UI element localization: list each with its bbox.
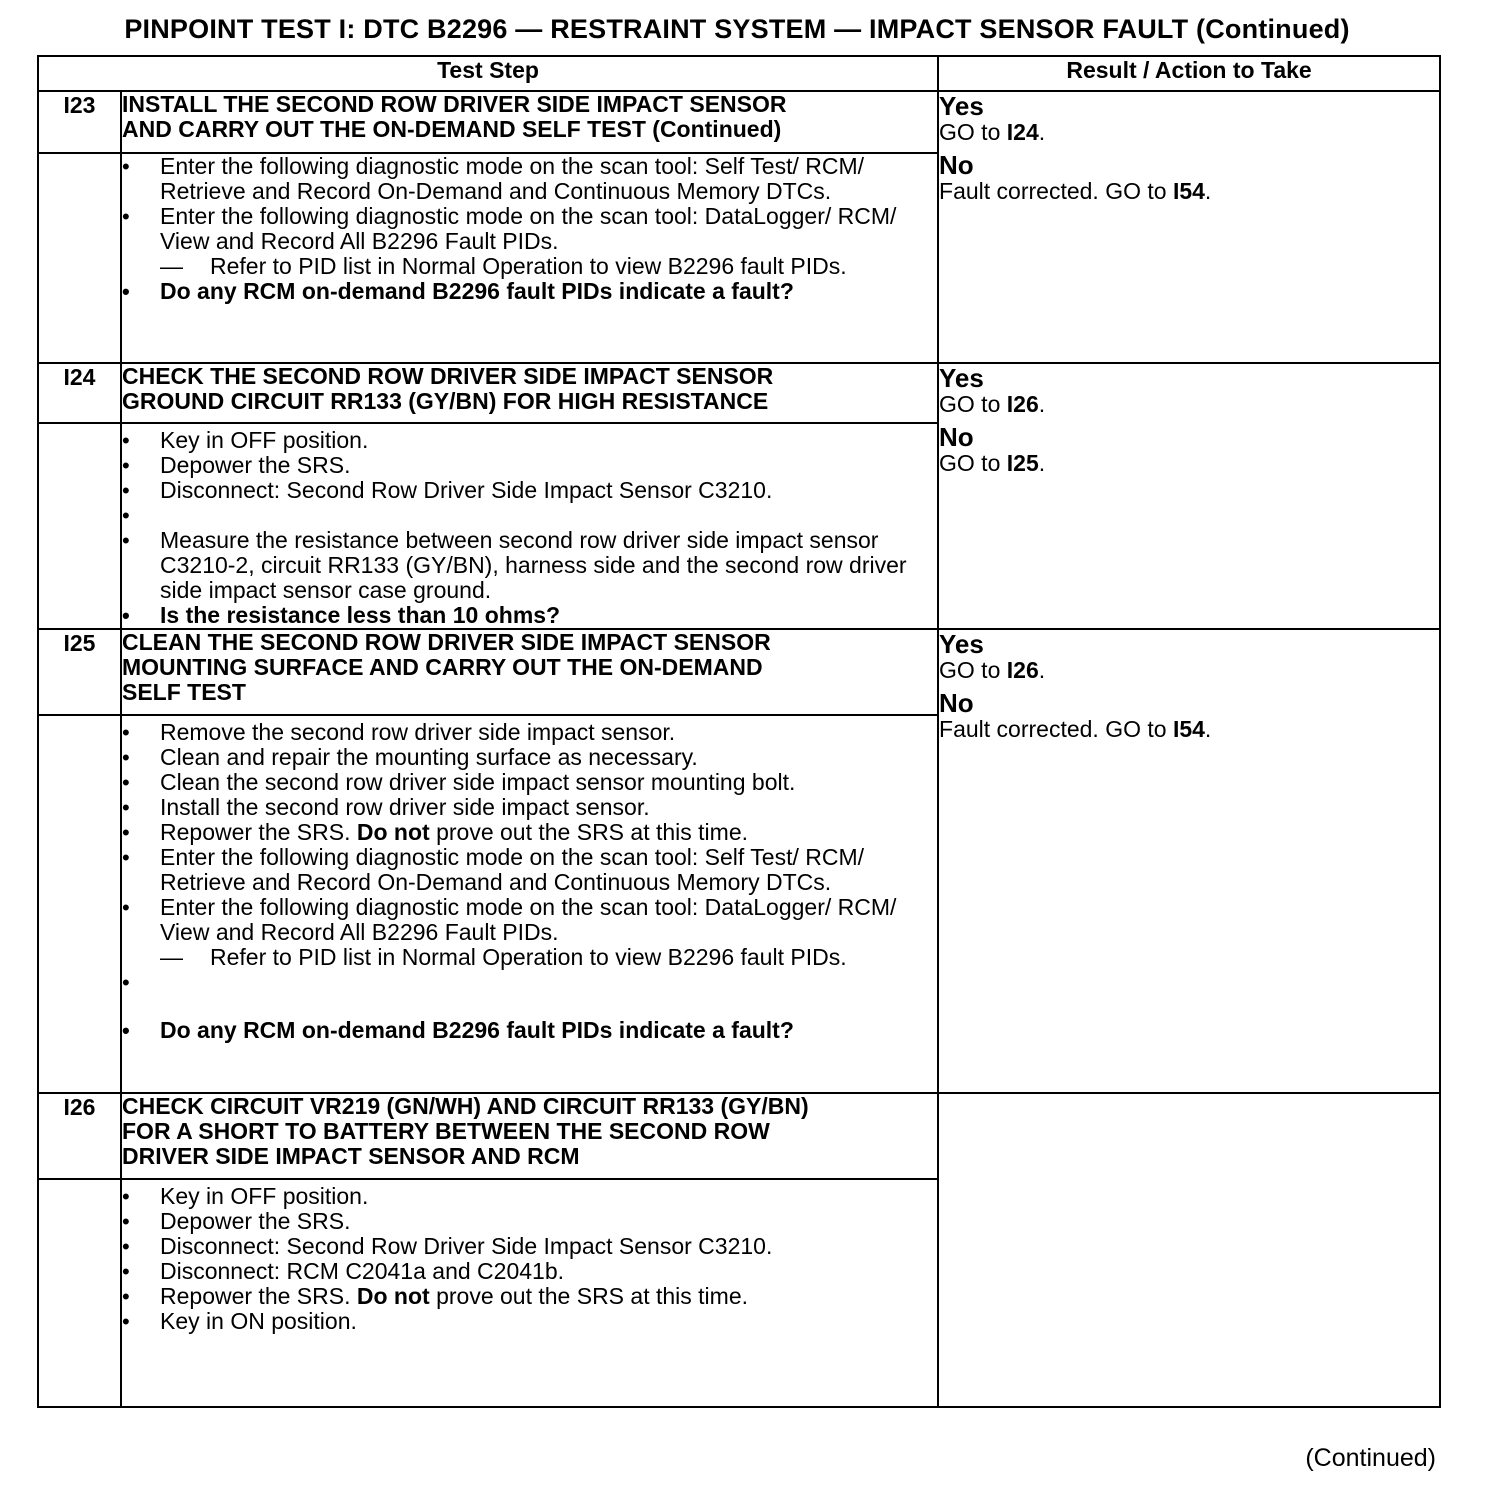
- yes-target-link[interactable]: I26: [1006, 391, 1039, 417]
- step-list: [122, 154, 937, 304]
- heading-line: CLEAN THE SECOND ROW DRIVER SIDE IMPACT SENSOR: [122, 629, 771, 655]
- heading-line: INSTALL THE SECOND ROW DRIVER SIDE IMPACT SENSOR: [122, 91, 787, 117]
- step-number: I26: [38, 1093, 121, 1179]
- step-heading: [121, 1093, 938, 1179]
- step-question: • Do any RCM on-demand B2296 fault PIDs indicate a fault?: [122, 279, 937, 304]
- step-i23-heading-row: [38, 91, 1440, 153]
- list-item-emphasis: Do not: [356, 819, 430, 845]
- no-action-text: Fault corrected. GO to: [939, 178, 1167, 204]
- list-item: • Install the second row driver side impact sensor.: [122, 795, 937, 820]
- no-action-text: GO to: [939, 450, 1001, 476]
- yes-label: Yes: [939, 629, 984, 659]
- heading-line: DRIVER SIDE IMPACT SENSOR AND RCM: [122, 1143, 580, 1169]
- no-label: No: [939, 422, 974, 452]
- yes-action: GO to I24.: [939, 119, 1046, 145]
- heading-line: CHECK THE SECOND ROW DRIVER SIDE IMPACT SENSOR: [122, 363, 774, 389]
- step-number-spacer: [38, 423, 121, 629]
- list-item-text: Enter the following diagnostic mode on the scan tool: DataLogger/ RCM/ View and Record All B2296 Fault PIDs.: [160, 203, 897, 254]
- heading-line: GROUND CIRCUIT RR133 (GY/BN) FOR HIGH RESISTANCE: [122, 388, 769, 414]
- no-target-link[interactable]: I54: [1172, 716, 1205, 742]
- list-item-text: Enter the following diagnostic mode on the scan tool: DataLogger/ RCM/ View and Record All B2296 Fault PIDs.: [160, 894, 897, 945]
- no-action: Fault corrected. GO to I54.: [939, 716, 1212, 742]
- continued-note: (Continued): [1305, 1444, 1436, 1472]
- step-question: • Is the resistance less than 10 ohms?: [122, 603, 937, 628]
- sub-list-item: — Refer to PID list in Normal Operation to view B2296 fault PIDs.: [122, 254, 937, 279]
- table-header-row: [38, 56, 1440, 91]
- heading-line: AND CARRY OUT THE ON-DEMAND SELF TEST (Continued): [122, 116, 782, 142]
- list-item: • Disconnect: RCM C2041a and C2041b.: [122, 1259, 937, 1284]
- list-item: • Depower the SRS.: [122, 1209, 937, 1234]
- yes-target-link[interactable]: I24: [1006, 119, 1039, 145]
- step-question: • Do any RCM on-demand B2296 fault PIDs indicate a fault?: [122, 1018, 937, 1043]
- step-i24-heading-row: [38, 363, 1440, 423]
- no-label: No: [939, 688, 974, 718]
- list-item: • Disconnect: Second Row Driver Side Impact Sensor C3210.: [122, 478, 937, 503]
- pinpoint-test-table: [37, 55, 1441, 1408]
- heading-line: FOR A SHORT TO BATTERY BETWEEN THE SECOND ROW: [122, 1118, 770, 1144]
- step-body: [121, 153, 938, 363]
- step-i26-heading-row: [38, 1093, 1440, 1179]
- list-spacer: [122, 503, 937, 528]
- list-item: • Clean and repair the mounting surface as necessary.: [122, 745, 937, 770]
- step-number: I23: [38, 91, 121, 153]
- step-result: [938, 629, 1440, 1093]
- step-result: [938, 91, 1440, 363]
- step-number: I25: [38, 629, 121, 715]
- result-column-header: Result / Action to Take: [938, 56, 1440, 91]
- yes-label: Yes: [939, 91, 984, 121]
- yes-action-text: GO to: [939, 119, 1001, 145]
- list-item: • Key in ON position.: [122, 1309, 937, 1334]
- step-i25-heading-row: [38, 629, 1440, 715]
- step-body: [121, 715, 938, 1093]
- sub-list: [160, 254, 937, 279]
- no-action: GO to I25.: [939, 450, 1046, 476]
- step-body: [121, 1179, 938, 1407]
- step-number-spacer: [38, 1179, 121, 1407]
- heading-line: MOUNTING SURFACE AND CARRY OUT THE ON-DEMAND: [122, 654, 763, 680]
- list-item: • Depower the SRS.: [122, 453, 937, 478]
- yes-action: GO to I26.: [939, 657, 1046, 683]
- list-item: [122, 895, 937, 970]
- yes-action: GO to I26.: [939, 391, 1046, 417]
- step-heading: [121, 629, 938, 715]
- step-list: [122, 1184, 937, 1334]
- sub-list: [160, 945, 937, 970]
- step-list: [122, 428, 937, 628]
- list-item-text: Repower the SRS.: [160, 1283, 351, 1309]
- no-target-link[interactable]: I25: [1006, 450, 1039, 476]
- list-item: • Key in OFF position.: [122, 428, 937, 453]
- list-spacer: [122, 970, 937, 1018]
- list-item: • Disconnect: Second Row Driver Side Impact Sensor C3210.: [122, 1234, 937, 1259]
- yes-action-text: GO to: [939, 657, 1001, 683]
- step-heading: [121, 363, 938, 423]
- list-item: • Clean the second row driver side impact sensor mounting bolt.: [122, 770, 937, 795]
- list-item: • Enter the following diagnostic mode on the scan tool: Self Test/ RCM/ Retrieve and Record On-Demand and Continuous Memory DTCs.: [122, 845, 937, 895]
- step-number-spacer: [38, 715, 121, 1093]
- step-body: [121, 423, 938, 629]
- heading-line: SELF TEST: [122, 679, 246, 705]
- no-action-text: Fault corrected. GO to: [939, 716, 1167, 742]
- heading-line: CHECK CIRCUIT VR219 (GN/WH) AND CIRCUIT RR133 (GY/BN): [122, 1093, 809, 1119]
- list-item: • Measure the resistance between second row driver side impact sensor C3210-2, circuit RR133 (GY/BN), harness side and the second row driver side impact sensor case ground.: [122, 528, 937, 603]
- step-heading: [121, 91, 938, 153]
- test-step-column-header: Test Step: [38, 56, 938, 91]
- list-item-emphasis: Do not: [356, 1283, 430, 1309]
- list-item-text: prove out the SRS at this time.: [436, 1283, 749, 1309]
- step-number-spacer: [38, 153, 121, 363]
- yes-label: Yes: [939, 363, 984, 393]
- no-action: Fault corrected. GO to I54.: [939, 178, 1212, 204]
- list-item-text: Repower the SRS.: [160, 819, 351, 845]
- list-item: [122, 820, 937, 845]
- list-item-text: prove out the SRS at this time.: [436, 819, 749, 845]
- step-result: [938, 1093, 1440, 1407]
- yes-action-text: GO to: [939, 391, 1001, 417]
- yes-target-link[interactable]: I26: [1006, 657, 1039, 683]
- step-number: I24: [38, 363, 121, 423]
- no-target-link[interactable]: I54: [1172, 178, 1205, 204]
- list-item: [122, 204, 937, 279]
- step-result: [938, 363, 1440, 629]
- sub-list-item: — Refer to PID list in Normal Operation to view B2296 fault PIDs.: [122, 945, 937, 970]
- step-list: [122, 720, 937, 1043]
- page-title: PINPOINT TEST I: DTC B2296 — RESTRAINT SYSTEM — IMPACT SENSOR FAULT (Continued): [124, 14, 1350, 44]
- list-item: [122, 1284, 937, 1309]
- list-item: • Enter the following diagnostic mode on the scan tool: Self Test/ RCM/ Retrieve and Record On-Demand and Continuous Memory DTCs.: [122, 154, 937, 204]
- list-item: • Remove the second row driver side impact sensor.: [122, 720, 937, 745]
- no-label: No: [939, 150, 974, 180]
- list-item: • Key in OFF position.: [122, 1184, 937, 1209]
